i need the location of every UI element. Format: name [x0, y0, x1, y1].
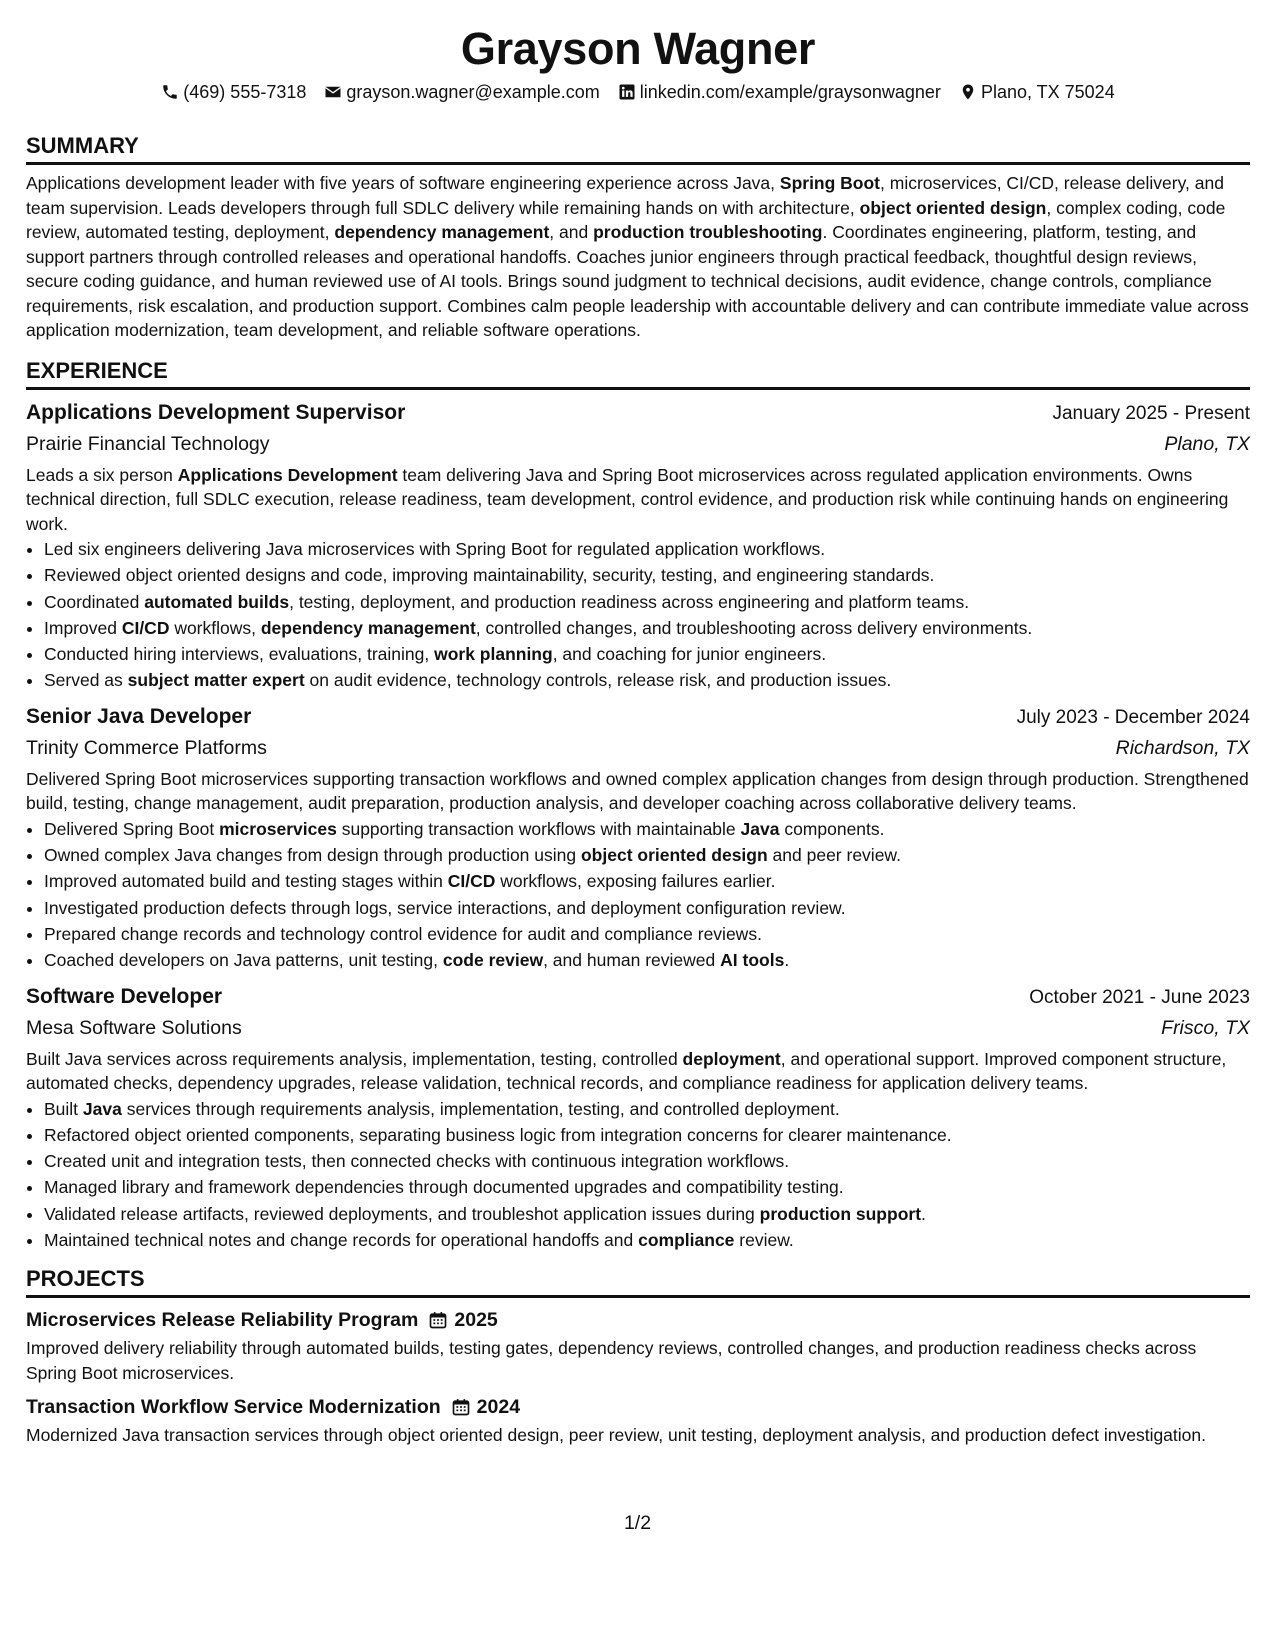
bold-phrase: AI tools — [720, 950, 785, 971]
job-location: Frisco, TX — [1161, 1016, 1250, 1039]
bullet-item — [44, 1122, 1250, 1148]
bold-phrase: subject matter expert — [127, 670, 305, 691]
project-entry — [26, 1393, 1250, 1448]
job-dates: January 2025 - Present — [1052, 402, 1250, 424]
job-description — [26, 463, 1250, 537]
bullet-item — [44, 641, 1250, 667]
job-bullets — [26, 816, 1250, 974]
text-run: Served as — [44, 670, 128, 691]
bullet-item — [44, 1148, 1250, 1174]
company-name: Mesa Software Solutions — [26, 1016, 242, 1039]
text-run: Built — [44, 1098, 83, 1119]
contact-location — [959, 80, 1115, 104]
job-dates: July 2023 - December 2024 — [1016, 706, 1250, 728]
phone-icon — [161, 83, 179, 101]
text-run: Owned complex Java changes from design through production using — [44, 845, 581, 866]
text-run: supporting transaction workflows with maintainable — [336, 818, 741, 839]
project-list — [26, 1306, 1250, 1448]
text-run: team delivering Java and Spring Boot microservices across regulated application environments. Owns technical direction, full SDLC execution, release readiness, team development, control evidence, and production risk while continuing hands on engineering work. — [26, 464, 1229, 534]
text-run: workflows, exposing failures earlier. — [495, 871, 776, 892]
linkedin-text: linkedin.com/example/graysonwagner — [639, 82, 941, 102]
text-run: , and coaching for junior engineers. — [552, 644, 827, 665]
candidate-name: Grayson Wagner — [460, 23, 816, 74]
bold-phrase: production support — [759, 1203, 922, 1224]
text-run: Created unit and integration tests, then connected checks with continuous integration workflows. — [44, 1151, 790, 1172]
summary-text — [26, 171, 1250, 343]
contact-email[interactable] — [324, 80, 599, 104]
text-run: . — [784, 950, 790, 971]
job-entry — [26, 398, 1250, 694]
bold-phrase: dependency management — [334, 222, 550, 242]
text-run: , testing, deployment, and production readiness across engineering and platform teams. — [289, 591, 970, 612]
phone-text: (469) 555-7318 — [183, 82, 307, 102]
bold-phrase: Java — [740, 818, 780, 839]
page-indicator: 1/2 — [623, 1512, 652, 1534]
bullet-item — [44, 1174, 1250, 1200]
project-name: Transaction Workflow Service Modernization — [26, 1396, 441, 1419]
job-bullets — [26, 1096, 1250, 1254]
text-run: workflows, — [169, 617, 261, 638]
bold-phrase: object oriented design — [859, 197, 1047, 218]
map-marker-icon — [959, 83, 977, 101]
resume-page — [26, 0, 1250, 1448]
bullet-item — [44, 816, 1250, 842]
text-run: Led six engineers delivering Java microservices with Spring Boot for regulated application workflows. — [44, 539, 826, 559]
bullet-item — [44, 895, 1250, 921]
text-run: Maintained technical notes and change records for operational handoffs and — [44, 1230, 639, 1251]
bullet-item — [44, 947, 1250, 973]
text-run: Coordinated — [44, 591, 145, 612]
job-location: Richardson, TX — [1115, 736, 1250, 759]
job-title: Software Developer — [26, 984, 223, 1008]
contact-phone[interactable] — [161, 80, 306, 104]
text-run: Built Java services across requirements analysis, implementation, testing, controlled — [26, 1048, 683, 1069]
bold-phrase: compliance — [638, 1230, 735, 1251]
bold-phrase: Spring Boot — [779, 173, 881, 193]
bold-phrase: CI/CD — [447, 871, 496, 892]
bullet-item — [44, 868, 1250, 894]
project-year: 2024 — [476, 1396, 521, 1419]
job-bullets — [26, 536, 1250, 694]
text-run: . — [921, 1203, 926, 1224]
text-run: Coached developers on Java patterns, unit testing, — [44, 950, 443, 971]
job-description — [26, 767, 1250, 816]
text-run: Improved automated build and testing stages within — [44, 871, 448, 892]
project-description: Modernized Java transaction services through object oriented design, peer review, unit testing, deployment analysis, and production defect investigation. — [26, 1425, 1206, 1446]
section-title-experience: EXPERIENCE — [26, 357, 1250, 390]
email-text: grayson.wagner@example.com — [346, 82, 600, 102]
bullet-item — [44, 562, 1250, 588]
text-run: Leads a six person — [26, 464, 178, 485]
bold-phrase: dependency management — [260, 617, 476, 638]
text-run: Prepared change records and technology control evidence for audit and compliance reviews. — [44, 923, 762, 944]
bullet-item — [44, 842, 1250, 868]
bold-phrase: production troubleshooting — [593, 222, 823, 242]
section-title-projects: PROJECTS — [26, 1265, 1250, 1298]
bold-phrase: work planning — [434, 644, 553, 665]
bullet-item — [44, 589, 1250, 615]
contact-linkedin[interactable] — [618, 80, 941, 104]
calendar-icon — [428, 1310, 448, 1330]
bold-phrase: automated builds — [144, 591, 290, 612]
text-run: services through requirements analysis, implementation, testing, and controlled deployment. — [121, 1098, 840, 1119]
experience-list — [26, 398, 1250, 1254]
project-entry — [26, 1306, 1250, 1385]
text-run: Applications development leader with five years of software engineering experience across Java, — [26, 173, 780, 193]
project-name: Microservices Release Reliability Program — [26, 1309, 419, 1332]
text-run: , complex coding, code review, automated testing, deployment, — [26, 197, 1226, 242]
job-title: Senior Java Developer — [26, 704, 252, 728]
company-name: Trinity Commerce Platforms — [26, 736, 267, 759]
text-run: , microservices, CI/CD, release delivery, and team supervision. Leads developers through full SDLC delivery while remaining hands on with architecture, — [26, 173, 1224, 218]
text-run: Delivered Spring Boot — [44, 818, 220, 839]
text-run: components. — [779, 818, 885, 839]
text-run: , and — [549, 222, 594, 242]
project-description: Improved delivery reliability through automated builds, testing gates, dependency reviews, controlled changes, and production readiness checks across Spring Boot microservices. — [26, 1338, 1197, 1383]
bullet-item — [44, 667, 1250, 693]
job-entry — [26, 702, 1250, 974]
bold-phrase: CI/CD — [121, 617, 170, 638]
linkedin-icon — [618, 83, 636, 101]
text-run: Refactored object oriented components, separating business logic from integration concerns for clearer maintenance. — [44, 1124, 952, 1145]
text-run: Validated release artifacts, reviewed deployments, and troubleshot application issues during — [44, 1203, 760, 1224]
location-text: Plano, TX 75024 — [980, 82, 1115, 102]
bold-phrase: Applications Development — [177, 464, 398, 485]
text-run: , and human reviewed — [543, 950, 721, 971]
calendar-icon — [451, 1397, 471, 1417]
section-title-summary: SUMMARY — [26, 132, 1250, 165]
text-run: and peer review. — [767, 845, 901, 866]
bullet-item — [44, 921, 1250, 947]
text-run: Reviewed object oriented designs and code, improving maintainability, security, testing, and engineering standards. — [44, 565, 935, 586]
text-run: Managed library and framework dependencies through documented upgrades and compatibility testing. — [44, 1177, 844, 1198]
text-run: , controlled changes, and troubleshooting across delivery environments. — [475, 617, 1033, 638]
bold-phrase: object oriented design — [580, 845, 768, 866]
text-run: Conducted hiring interviews, evaluations, training, — [44, 644, 435, 665]
text-run: . Coordinates engineering, platform, testing, and support partners through controlled releases and operational handoffs. Coaches junior engineers through practical feedback, thoughtful design reviews, secure coding guidance, and human reviewed use of AI tools. Brings sound judgment to technical decisions, audit evidence, change controls, compliance requirements, risk escalation, and production support. Combines calm people leadership with accountable delivery and can contribute immediate value across application modernization, team development, and reliable software operations. — [26, 222, 1249, 340]
bold-phrase: microservices — [219, 818, 337, 839]
job-description — [26, 1047, 1250, 1096]
job-dates: October 2021 - June 2023 — [1029, 986, 1250, 1008]
text-run: review. — [734, 1230, 794, 1251]
text-run: on audit evidence, technology controls, release risk, and production issues. — [304, 670, 892, 691]
project-year: 2025 — [454, 1309, 498, 1332]
bullet-item — [44, 536, 1250, 562]
job-location: Plano, TX — [1164, 432, 1250, 455]
job-entry — [26, 982, 1250, 1254]
company-name: Prairie Financial Technology — [26, 432, 270, 455]
text-run: Delivered Spring Boot microservices supporting transaction workflows and owned complex application changes from design through production. Strengthened build, testing, change management, audit preparation, production analysis, and developer coaching across collaborative delivery teams. — [26, 768, 1249, 814]
contact-bar — [26, 80, 1250, 104]
bullet-item — [44, 1096, 1250, 1122]
bullet-item — [44, 1201, 1250, 1227]
text-run: Investigated production defects through logs, service interactions, and deployment configuration review. — [44, 897, 846, 918]
envelope-icon — [324, 83, 342, 101]
bullet-item — [44, 1227, 1250, 1253]
bold-phrase: deployment — [682, 1048, 781, 1069]
bullet-item — [44, 615, 1250, 641]
text-run: , and operational support. Improved component structure, automated checks, dependency upgrades, release validation, technical records, and compliance readiness for application delivery teams. — [26, 1048, 1227, 1094]
bold-phrase: code review — [442, 950, 544, 971]
text-run: Improved — [44, 617, 122, 638]
bold-phrase: Java — [82, 1098, 122, 1119]
job-title: Applications Development Supervisor — [26, 400, 406, 424]
